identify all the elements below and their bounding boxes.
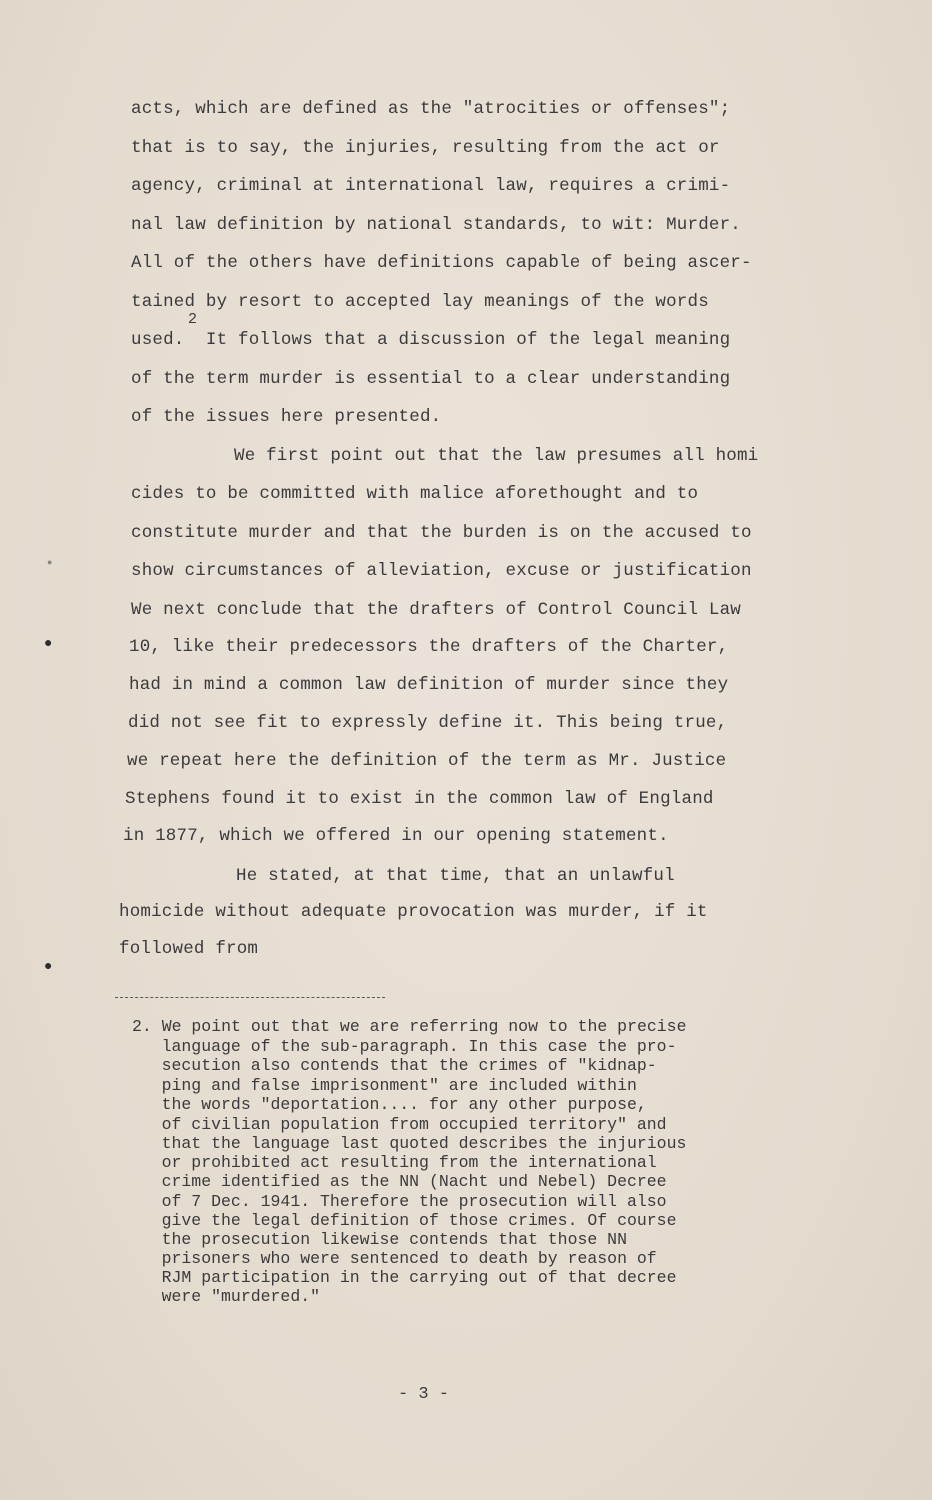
- body-line-1: acts, which are defined as the "atrocities or offenses";: [131, 99, 731, 119]
- footnote-line-4: ping and false imprisonment" are included within: [122, 1076, 637, 1095]
- footnote-line-3: secution also contends that the crimes of "kidnap-: [122, 1056, 657, 1075]
- footnote-line-5: the words "deportation.... for any other purpose,: [122, 1095, 647, 1114]
- body-line-21: He stated, at that time, that an unlawful: [236, 866, 675, 886]
- body-line-7: used. It follows that a discussion of the legal meaning: [131, 330, 731, 350]
- body-line-13: show circumstances of alleviation, excuse or justification: [131, 561, 752, 581]
- margin-speck-icon: ●: [44, 636, 53, 652]
- footnote-line-8: or prohibited act resulting from the international: [122, 1153, 657, 1172]
- footnote-reference: 2: [188, 311, 198, 328]
- footnote-line-1: 2. We point out that we are referring now to the precise: [132, 1017, 687, 1036]
- footnote-line-9: crime identified as the NN (Nacht und Nebel) Decree: [122, 1172, 667, 1191]
- footnote-line-2: language of the sub-paragraph. In this case the pro-: [122, 1037, 677, 1056]
- body-line-18: we repeat here the definition of the term as Mr. Justice: [127, 751, 727, 771]
- footnote-line-14: RJM participation in the carrying out of that decree: [122, 1268, 677, 1287]
- body-line-14: We next conclude that the drafters of Control Council Law: [131, 600, 741, 620]
- body-line-11: cides to be committed with malice aforethought and to: [131, 484, 699, 504]
- footnote-line-12: the prosecution likewise contends that those NN: [122, 1230, 627, 1249]
- body-line-5: All of the others have definitions capable of being ascer-: [131, 253, 752, 273]
- footnote-line-15: were "murdered.": [122, 1287, 321, 1306]
- footnote-line-10: of 7 Dec. 1941. Therefore the prosecution will also: [122, 1192, 667, 1211]
- body-line-10: We first point out that the law presumes all homi: [234, 446, 759, 466]
- body-line-17: did not see fit to expressly define it. This being true,: [128, 713, 728, 733]
- body-line-9: of the issues here presented.: [131, 407, 442, 427]
- body-line-12: constitute murder and that the burden is on the accused to: [131, 523, 752, 543]
- body-line-22: homicide without adequate provocation was murder, if it: [119, 902, 708, 922]
- margin-speck-icon: ●: [44, 959, 53, 975]
- body-line-23: followed from: [119, 939, 259, 959]
- body-line-2: that is to say, the injuries, resulting from the act or: [131, 138, 720, 158]
- footnote-line-11: give the legal definition of those crimes. Of course: [122, 1211, 677, 1230]
- page-number: - 3 -: [398, 1385, 450, 1404]
- footnote-separator: [115, 997, 385, 998]
- footnote-line-6: of civilian population from occupied territory" and: [122, 1115, 667, 1134]
- body-line-3: agency, criminal at international law, requires a crimi-: [131, 176, 731, 196]
- footnote-line-13: prisoners who were sentenced to death by reason of: [122, 1249, 657, 1268]
- body-line-4: nal law definition by national standards, to wit: Murder.: [131, 215, 741, 235]
- body-line-20: in 1877, which we offered in our opening statement.: [123, 826, 669, 846]
- body-line-8: of the term murder is essential to a clear understanding: [131, 369, 731, 389]
- body-line-15: 10, like their predecessors the drafters of the Charter,: [129, 637, 729, 657]
- body-line-19: Stephens found it to exist in the common law of England: [125, 789, 714, 809]
- body-line-6: tained by resort to accepted lay meanings of the words: [131, 292, 709, 312]
- body-line-16: had in mind a common law definition of murder since they: [129, 675, 729, 695]
- footnote-line-7: that the language last quoted describes the injurious: [122, 1134, 687, 1153]
- margin-speck-icon: ●: [47, 558, 53, 568]
